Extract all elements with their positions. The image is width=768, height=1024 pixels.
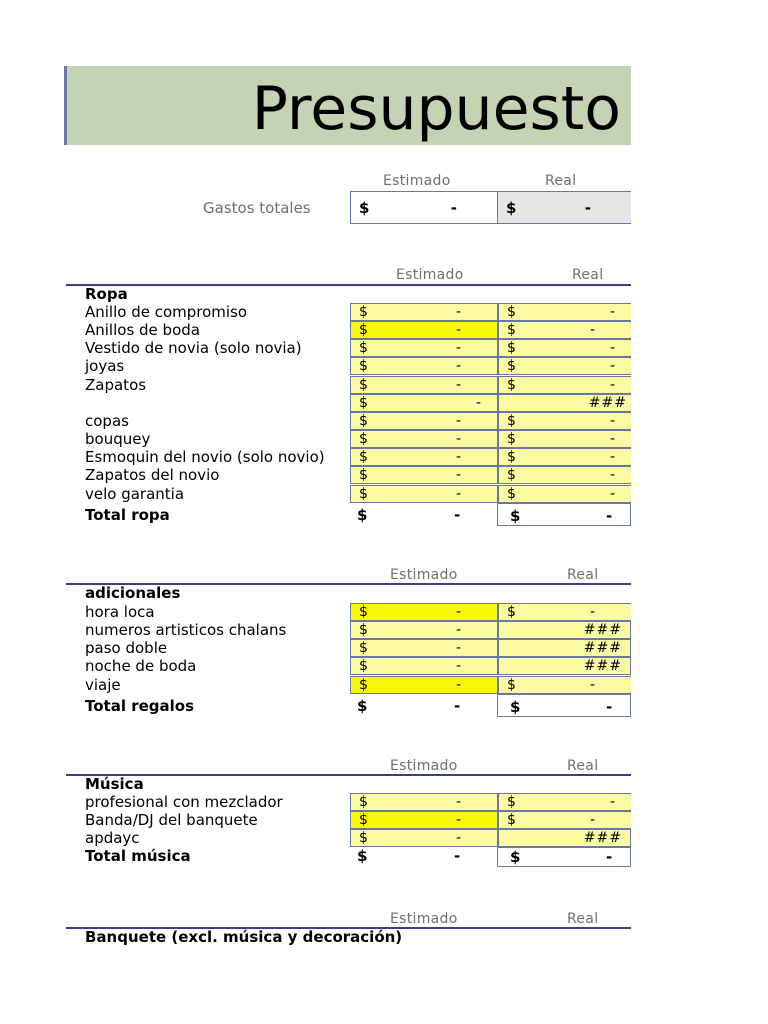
cell-value: - bbox=[609, 794, 615, 810]
currency-symbol: $ bbox=[359, 377, 368, 393]
estimado-cell[interactable] bbox=[350, 448, 498, 466]
ropa-col-real: Real bbox=[572, 267, 604, 283]
total-estimado-value: - bbox=[454, 697, 461, 715]
total-real-value: - bbox=[606, 507, 613, 525]
cell-value: - bbox=[455, 467, 461, 483]
summary-col-real: Real bbox=[545, 173, 577, 189]
real-cell[interactable] bbox=[498, 466, 631, 484]
currency-symbol: $ bbox=[359, 413, 368, 429]
currency-symbol: $ bbox=[507, 467, 516, 483]
cell-value: - bbox=[455, 358, 461, 374]
real-cell[interactable] bbox=[498, 657, 631, 675]
currency-symbol: $ bbox=[359, 604, 368, 620]
currency-symbol: $ bbox=[507, 304, 516, 320]
currency-symbol: $ bbox=[359, 622, 368, 638]
cell-value: - bbox=[455, 340, 461, 356]
currency-symbol: $ bbox=[359, 677, 368, 693]
row-label: hora loca bbox=[85, 603, 155, 621]
currency-symbol: $ bbox=[507, 604, 516, 620]
cell-value: - bbox=[455, 431, 461, 447]
currency-symbol: $ bbox=[359, 322, 368, 338]
currency-symbol: $ bbox=[359, 812, 368, 828]
section-title-banquete: Banquete (excl. música y decoración) bbox=[85, 928, 403, 946]
estimado-cell[interactable] bbox=[350, 339, 498, 357]
cell-value: - bbox=[609, 431, 615, 447]
currency-symbol: $ bbox=[507, 677, 516, 693]
cell-value: - bbox=[455, 677, 461, 693]
estimado-cell[interactable] bbox=[350, 430, 498, 448]
overflow-indicator: ### bbox=[583, 622, 622, 638]
cell-value: - bbox=[609, 413, 615, 429]
currency-symbol: $ bbox=[359, 640, 368, 656]
musica-col-real: Real bbox=[567, 758, 599, 774]
cell-value: - bbox=[609, 340, 615, 356]
cell-value: - bbox=[455, 486, 461, 502]
section-title-musica: Música bbox=[85, 775, 144, 793]
cell-value: - bbox=[609, 358, 615, 374]
cell-value: - bbox=[455, 304, 461, 320]
currency-symbol: $ bbox=[506, 199, 517, 217]
real-cell[interactable] bbox=[498, 376, 631, 394]
row-label: Banda/DJ del banquete bbox=[85, 811, 258, 829]
estimado-cell[interactable] bbox=[350, 657, 498, 675]
estimado-cell[interactable] bbox=[350, 466, 498, 484]
real-cell[interactable] bbox=[498, 485, 631, 503]
currency-symbol: $ bbox=[507, 486, 516, 502]
cell-value: - bbox=[455, 830, 461, 846]
real-cell[interactable] bbox=[498, 321, 631, 339]
row-label: Vestido de novia (solo novia) bbox=[85, 339, 302, 357]
cell-value: - bbox=[450, 199, 457, 217]
cell-value: - bbox=[609, 377, 615, 393]
cell-value: - bbox=[589, 604, 595, 620]
cell-value: - bbox=[609, 304, 615, 320]
row-label: apdayc bbox=[85, 829, 140, 847]
currency-symbol: $ bbox=[507, 413, 516, 429]
adicionales-col-real: Real bbox=[567, 567, 599, 583]
real-cell[interactable] bbox=[498, 339, 631, 357]
musica-col-estimado: Estimado bbox=[390, 758, 458, 774]
cell-value: - bbox=[609, 467, 615, 483]
estimado-cell[interactable] bbox=[350, 676, 498, 694]
row-label: velo garantia bbox=[85, 485, 185, 503]
overflow-indicator: ### bbox=[588, 395, 627, 411]
cell-value: - bbox=[475, 395, 481, 411]
estimado-cell[interactable] bbox=[350, 603, 498, 621]
row-label: noche de boda bbox=[85, 657, 197, 675]
summary-col-estimado: Estimado bbox=[383, 173, 451, 189]
real-cell[interactable] bbox=[498, 357, 631, 375]
estimado-cell[interactable] bbox=[350, 639, 498, 657]
row-label: bouquey bbox=[85, 430, 151, 448]
currency-symbol: $ bbox=[357, 847, 368, 865]
currency-symbol: $ bbox=[510, 507, 521, 525]
cell-value: - bbox=[589, 677, 595, 693]
estimado-cell[interactable] bbox=[350, 357, 498, 375]
ropa-col-estimado: Estimado bbox=[396, 267, 464, 283]
cell-value: - bbox=[609, 486, 615, 502]
total-real-value: - bbox=[606, 848, 613, 866]
currency-symbol: $ bbox=[510, 848, 521, 866]
row-label: profesional con mezclador bbox=[85, 793, 283, 811]
currency-symbol: $ bbox=[507, 794, 516, 810]
gastos-totales-estimado-cell[interactable] bbox=[350, 191, 498, 224]
currency-symbol: $ bbox=[507, 812, 516, 828]
real-cell[interactable] bbox=[498, 811, 631, 829]
real-cell[interactable] bbox=[498, 793, 631, 811]
real-cell[interactable] bbox=[498, 394, 631, 412]
banquete-col-real: Real bbox=[567, 911, 599, 927]
gastos-totales-real-cell[interactable] bbox=[497, 191, 631, 224]
cell-value: - bbox=[455, 812, 461, 828]
currency-symbol: $ bbox=[359, 340, 368, 356]
row-label: Anillo de compromiso bbox=[85, 303, 248, 321]
total-estimado-value: - bbox=[454, 506, 461, 524]
section-divider bbox=[66, 284, 631, 286]
real-cell[interactable] bbox=[498, 303, 631, 321]
cell-value: - bbox=[584, 199, 591, 217]
real-cell[interactable] bbox=[498, 639, 631, 657]
total-label: Total música bbox=[85, 847, 191, 865]
cell-value: - bbox=[455, 413, 461, 429]
currency-symbol: $ bbox=[359, 486, 368, 502]
estimado-cell[interactable] bbox=[350, 303, 498, 321]
currency-symbol: $ bbox=[507, 322, 516, 338]
currency-symbol: $ bbox=[359, 431, 368, 447]
real-cell[interactable] bbox=[498, 829, 631, 847]
currency-symbol: $ bbox=[357, 697, 368, 715]
row-label: Esmoquin del novio (solo novio) bbox=[85, 448, 325, 466]
total-label: Total regalos bbox=[85, 697, 195, 715]
currency-symbol: $ bbox=[359, 199, 370, 217]
cell-value: - bbox=[455, 658, 461, 674]
estimado-cell[interactable] bbox=[350, 621, 498, 639]
total-real-cell[interactable] bbox=[497, 694, 631, 717]
currency-symbol: $ bbox=[507, 340, 516, 356]
estimado-cell[interactable] bbox=[350, 811, 498, 829]
real-cell[interactable] bbox=[498, 412, 631, 430]
currency-symbol: $ bbox=[359, 449, 368, 465]
page-title: Presupuesto bbox=[251, 74, 621, 144]
estimado-cell[interactable] bbox=[350, 793, 498, 811]
real-cell[interactable] bbox=[498, 621, 631, 639]
estimado-cell[interactable] bbox=[350, 485, 498, 503]
gastos-totales-label: Gastos totales bbox=[203, 199, 311, 217]
cell-value: - bbox=[455, 377, 461, 393]
estimado-cell[interactable] bbox=[350, 376, 498, 394]
section-divider bbox=[66, 774, 631, 776]
row-label: numeros artisticos chalans bbox=[85, 621, 287, 639]
row-label: Zapatos del novio bbox=[85, 466, 220, 484]
banquete-col-estimado: Estimado bbox=[390, 911, 458, 927]
total-estimado-value: - bbox=[454, 847, 461, 865]
row-label: Anillos de boda bbox=[85, 321, 200, 339]
currency-symbol: $ bbox=[359, 304, 368, 320]
currency-symbol: $ bbox=[359, 658, 368, 674]
cell-value: - bbox=[455, 794, 461, 810]
currency-symbol: $ bbox=[507, 431, 516, 447]
cell-value: - bbox=[455, 622, 461, 638]
row-label: viaje bbox=[85, 676, 121, 694]
row-label: paso doble bbox=[85, 639, 168, 657]
total-real-cell[interactable] bbox=[497, 847, 631, 867]
currency-symbol: $ bbox=[359, 358, 368, 374]
cell-value: - bbox=[589, 812, 595, 828]
title-band bbox=[64, 66, 631, 145]
currency-symbol: $ bbox=[507, 449, 516, 465]
cell-value: - bbox=[609, 449, 615, 465]
total-real-value: - bbox=[606, 698, 613, 716]
row-label: copas bbox=[85, 412, 129, 430]
currency-symbol: $ bbox=[357, 506, 368, 524]
row-label: Zapatos bbox=[85, 376, 147, 394]
estimado-cell[interactable] bbox=[350, 412, 498, 430]
overflow-indicator: ### bbox=[583, 830, 622, 846]
cell-value: - bbox=[455, 449, 461, 465]
cell-value: - bbox=[455, 322, 461, 338]
total-real-cell[interactable] bbox=[497, 503, 631, 526]
cell-value: - bbox=[455, 640, 461, 656]
currency-symbol: $ bbox=[507, 358, 516, 374]
total-label: Total ropa bbox=[85, 506, 170, 524]
estimado-cell[interactable] bbox=[350, 321, 498, 339]
real-cell[interactable] bbox=[498, 603, 631, 621]
currency-symbol: $ bbox=[359, 395, 368, 411]
currency-symbol: $ bbox=[359, 794, 368, 810]
cell-value: - bbox=[455, 604, 461, 620]
section-title-ropa: Ropa bbox=[85, 285, 128, 303]
real-cell[interactable] bbox=[498, 430, 631, 448]
real-cell[interactable] bbox=[498, 448, 631, 466]
overflow-indicator: ### bbox=[583, 658, 622, 674]
overflow-indicator: ### bbox=[583, 640, 622, 656]
adicionales-col-estimado: Estimado bbox=[390, 567, 458, 583]
cell-value: - bbox=[589, 322, 595, 338]
estimado-cell[interactable] bbox=[350, 394, 498, 412]
currency-symbol: $ bbox=[510, 698, 521, 716]
currency-symbol: $ bbox=[359, 467, 368, 483]
currency-symbol: $ bbox=[507, 377, 516, 393]
row-label: joyas bbox=[85, 357, 125, 375]
real-cell[interactable] bbox=[498, 676, 631, 694]
estimado-cell[interactable] bbox=[350, 829, 498, 847]
section-title-adicionales: adicionales bbox=[85, 584, 181, 602]
currency-symbol: $ bbox=[359, 830, 368, 846]
